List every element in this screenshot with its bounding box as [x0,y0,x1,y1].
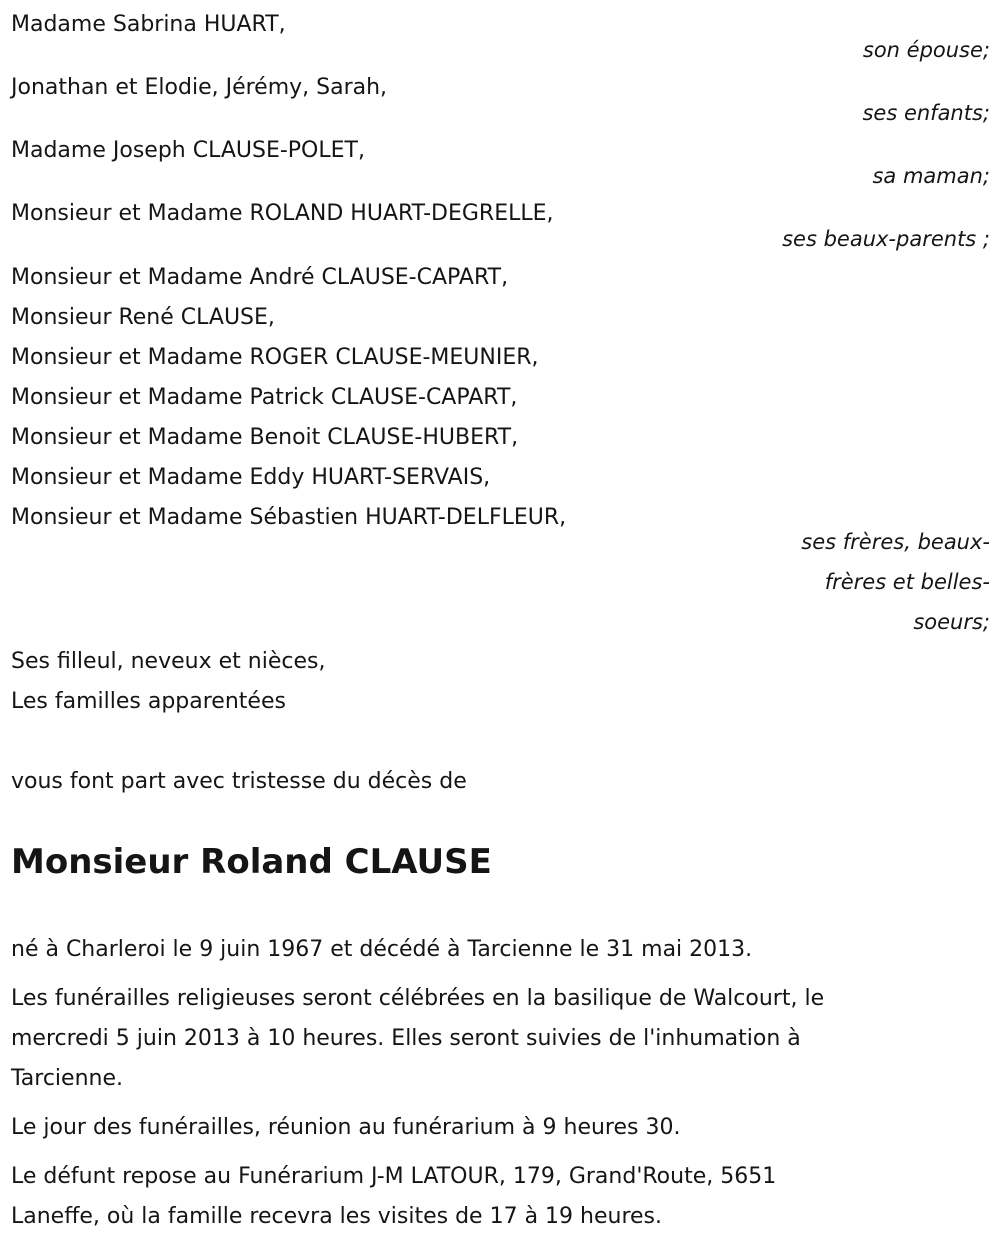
relatives-line: Ses filleul, neveux et nièces, [11,649,326,674]
family-name: Jonathan et Elodie, Jérémy, Sarah, [11,75,388,100]
visitation-paragraph [11,1157,990,1237]
birth-death-paragraph [11,930,990,970]
relation-line: soeurs; [913,610,990,634]
family-relation: ses enfants; [862,101,990,125]
family-member [11,5,990,62]
deceased-name: Monsieur Roland CLAUSE [11,842,492,882]
siblings-relation [755,522,990,642]
family-name: Madame Joseph CLAUSE-POLET, [11,138,365,163]
family-relation: ses beaux-parents ; [782,227,990,251]
text-line: Le défunt repose au Funérarium J-M LATOUR, 179, Grand'Route, 5651 [11,1164,777,1189]
family-member [11,194,990,251]
sibling-name: Monsieur René CLAUSE, [11,305,275,330]
text-line: Les funérailles religieuses seront célébrées en la basilique de Walcourt, le [11,986,825,1011]
relation-line: ses frères, beaux- [801,530,990,554]
other-relatives [11,642,990,722]
family-name: Madame Sabrina HUART, [11,12,286,37]
sibling-name: Monsieur et Madame André CLAUSE-CAPART, [11,265,509,290]
announcement-intro: vous font part avec tristesse du décès de [11,769,467,794]
family-name: Monsieur et Madame ROLAND HUART-DEGRELLE, [11,201,554,226]
siblings-list [11,258,990,538]
relatives-line: Les familles apparentées [11,689,286,714]
text-line: Tarcienne. [11,1066,123,1091]
sibling-name: Monsieur et Madame ROGER CLAUSE-MEUNIER, [11,345,539,370]
family-relation: son épouse; [862,38,990,62]
relation-line: frères et belles- [824,570,990,594]
text-line: Le jour des funérailles, réunion au funérarium à 9 heures 30. [11,1115,681,1140]
sibling-name: Monsieur et Madame Benoit CLAUSE-HUBERT, [11,425,519,450]
family-member [11,68,990,125]
family-relation: sa maman; [872,164,990,188]
meeting-paragraph [11,1108,990,1148]
text-line: né à Charleroi le 9 juin 1967 et décédé à Tarcienne le 31 mai 2013. [11,937,753,962]
text-line: mercredi 5 juin 2013 à 10 heures. Elles seront suivies de l'inhumation à [11,1026,801,1051]
text-line: Laneffe, où la famille recevra les visites de 17 à 19 heures. [11,1204,663,1229]
family-member [11,131,990,188]
sibling-name: Monsieur et Madame Sébastien HUART-DELFLEUR, [11,505,567,530]
sibling-name: Monsieur et Madame Eddy HUART-SERVAIS, [11,465,491,490]
sibling-name: Monsieur et Madame Patrick CLAUSE-CAPART, [11,385,518,410]
funeral-paragraph [11,979,990,1099]
